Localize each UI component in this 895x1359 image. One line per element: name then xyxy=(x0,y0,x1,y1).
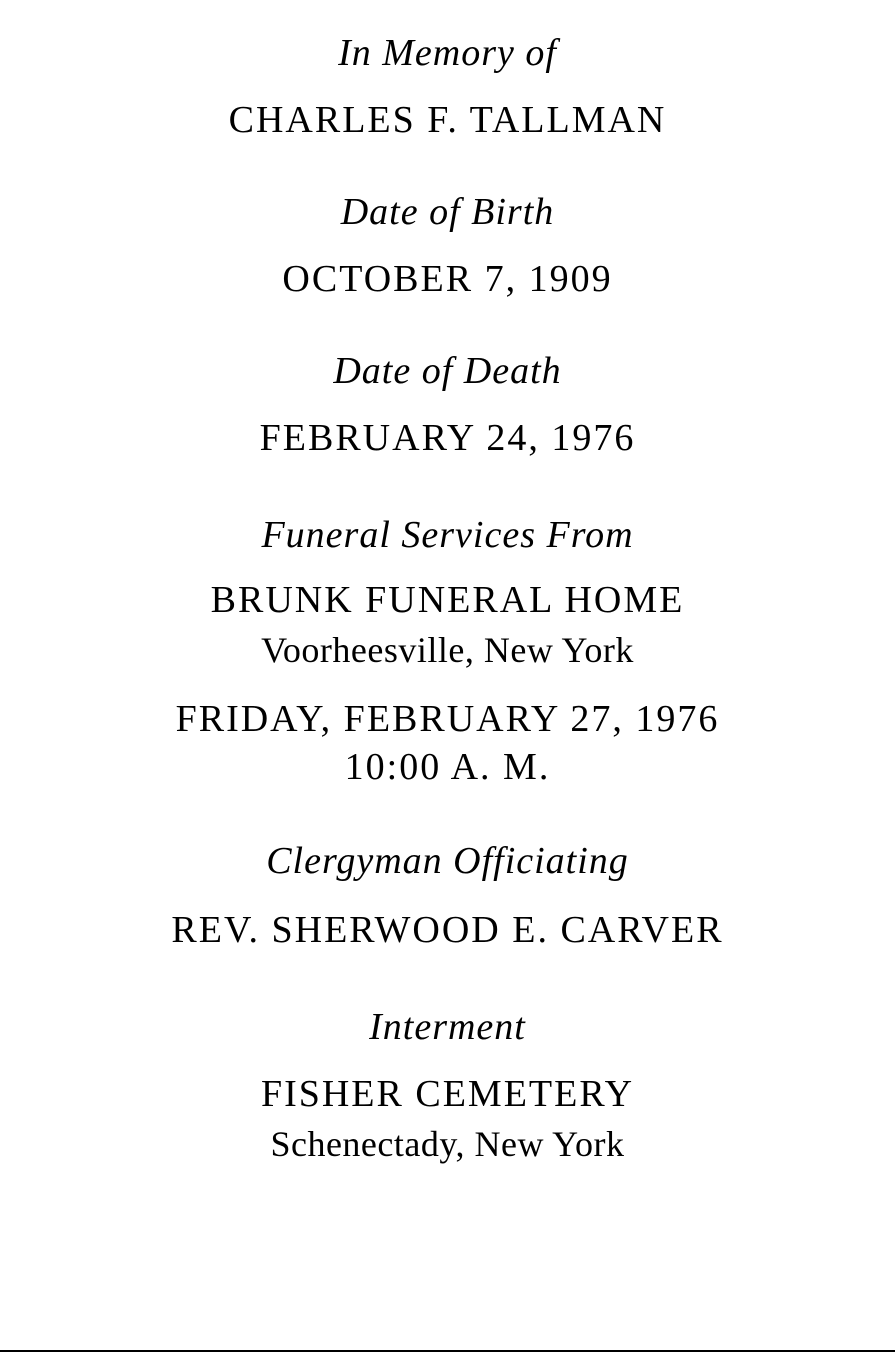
funeral-home-location: Voorheesville, New York xyxy=(261,630,634,670)
funeral-home-name: BRUNK FUNERAL HOME xyxy=(210,579,685,621)
clergy-heading: Clergyman Officiating xyxy=(266,840,629,882)
services-heading: Funeral Services From xyxy=(261,514,634,556)
death-date: FEBRUARY 24, 1976 xyxy=(259,417,636,459)
cemetery-name: FISHER CEMETERY xyxy=(260,1073,635,1115)
birth-date: OCTOBER 7, 1909 xyxy=(282,258,613,300)
clergy-name: REV. SHERWOOD E. CARVER xyxy=(171,909,724,951)
birth-heading: Date of Birth xyxy=(340,191,555,233)
cemetery-location: Schenectady, New York xyxy=(270,1124,625,1164)
bottom-divider xyxy=(0,1350,895,1352)
deceased-name: CHARLES F. TALLMAN xyxy=(228,99,667,141)
in-memory-heading: In Memory of xyxy=(338,32,557,74)
death-heading: Date of Death xyxy=(333,350,562,392)
interment-heading: Interment xyxy=(369,1006,526,1048)
service-date: FRIDAY, FEBRUARY 27, 1976 xyxy=(175,698,720,740)
service-time: 10:00 A. M. xyxy=(344,746,551,788)
